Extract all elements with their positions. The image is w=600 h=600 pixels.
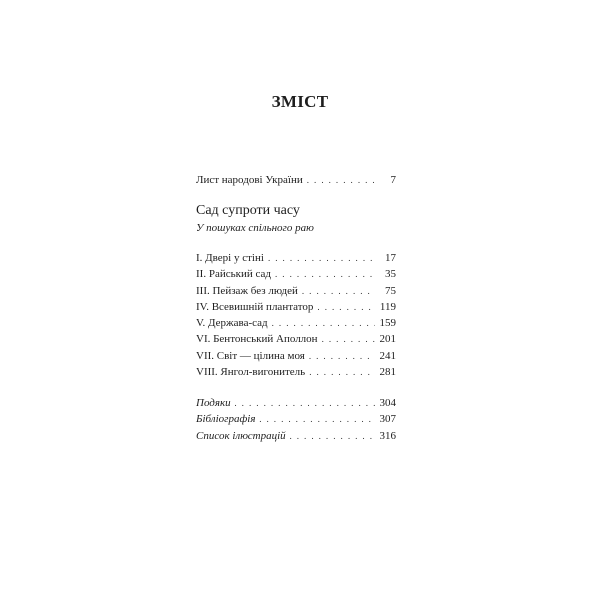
dot-leader bbox=[322, 332, 375, 346]
dot-leader bbox=[307, 173, 375, 187]
dot-leader bbox=[235, 396, 375, 410]
dot-leader bbox=[302, 284, 375, 298]
toc-entry-page: 307 bbox=[379, 413, 396, 426]
toc-entry bbox=[196, 316, 396, 332]
toc-entry-label: Подяки bbox=[196, 397, 231, 409]
toc-entry bbox=[196, 300, 396, 316]
toc-entry bbox=[196, 251, 396, 267]
dot-leader bbox=[259, 412, 375, 426]
toc-entry-label: Список ілюстрацій bbox=[196, 429, 286, 442]
toc-entry-page: 241 bbox=[379, 349, 396, 362]
toc-entry-page: 119 bbox=[379, 300, 396, 313]
toc-entry-page: 316 bbox=[379, 429, 396, 442]
toc-entry-page: 17 bbox=[385, 252, 396, 264]
toc-entry-page: 304 bbox=[379, 397, 396, 409]
dot-leader bbox=[290, 429, 375, 443]
section-heading: Сад супроти часу bbox=[196, 203, 300, 218]
dot-leader bbox=[317, 300, 375, 314]
toc-entry-label: I. Двері у стіні bbox=[196, 252, 264, 264]
toc-entry bbox=[196, 429, 396, 445]
toc-entry-page: 201 bbox=[379, 333, 396, 346]
toc-entry-label: Лист народові України bbox=[196, 174, 303, 186]
toc-entry-page: 75 bbox=[385, 284, 396, 297]
toc-entry-label: IV. Всевишній плантатор bbox=[196, 300, 314, 313]
toc-entry bbox=[196, 396, 396, 412]
toc-entry-label: VI. Бентонський Аполлон bbox=[196, 333, 318, 346]
dot-leader bbox=[275, 267, 375, 281]
toc-entry-label: VIII. Янгол-вигонитель bbox=[196, 366, 306, 379]
toc-entry bbox=[196, 284, 396, 300]
dot-leader bbox=[309, 349, 375, 363]
toc-entry bbox=[196, 267, 396, 283]
toc-entry bbox=[196, 332, 396, 348]
toc-entry bbox=[196, 412, 396, 428]
toc-entry-page: 35 bbox=[385, 268, 396, 281]
toc-entry-label: Бібліографія bbox=[196, 413, 256, 426]
toc-entry-page: 7 bbox=[390, 174, 396, 186]
toc-entry-label: III. Пейзаж без людей bbox=[196, 284, 298, 297]
section-subheading: У пошуках спільного раю bbox=[196, 222, 314, 234]
toc-intro bbox=[196, 173, 396, 189]
toc-entry-label: VII. Світ — цілина моя bbox=[196, 349, 305, 362]
toc-entry bbox=[196, 173, 396, 189]
toc-chapters bbox=[196, 251, 396, 381]
toc-entry-page: 281 bbox=[379, 366, 396, 379]
dot-leader bbox=[309, 365, 375, 379]
toc-entry bbox=[196, 365, 396, 381]
toc-entry-page: 159 bbox=[379, 317, 396, 330]
toc-entry-label: V. Держава-сад bbox=[196, 317, 268, 330]
dot-leader bbox=[272, 316, 375, 330]
toc-back-matter bbox=[196, 396, 396, 445]
page-title: ЗМІСТ bbox=[271, 92, 329, 111]
toc-entry-label: II. Райський сад bbox=[196, 268, 271, 281]
toc-entry bbox=[196, 349, 396, 365]
dot-leader bbox=[268, 251, 375, 265]
